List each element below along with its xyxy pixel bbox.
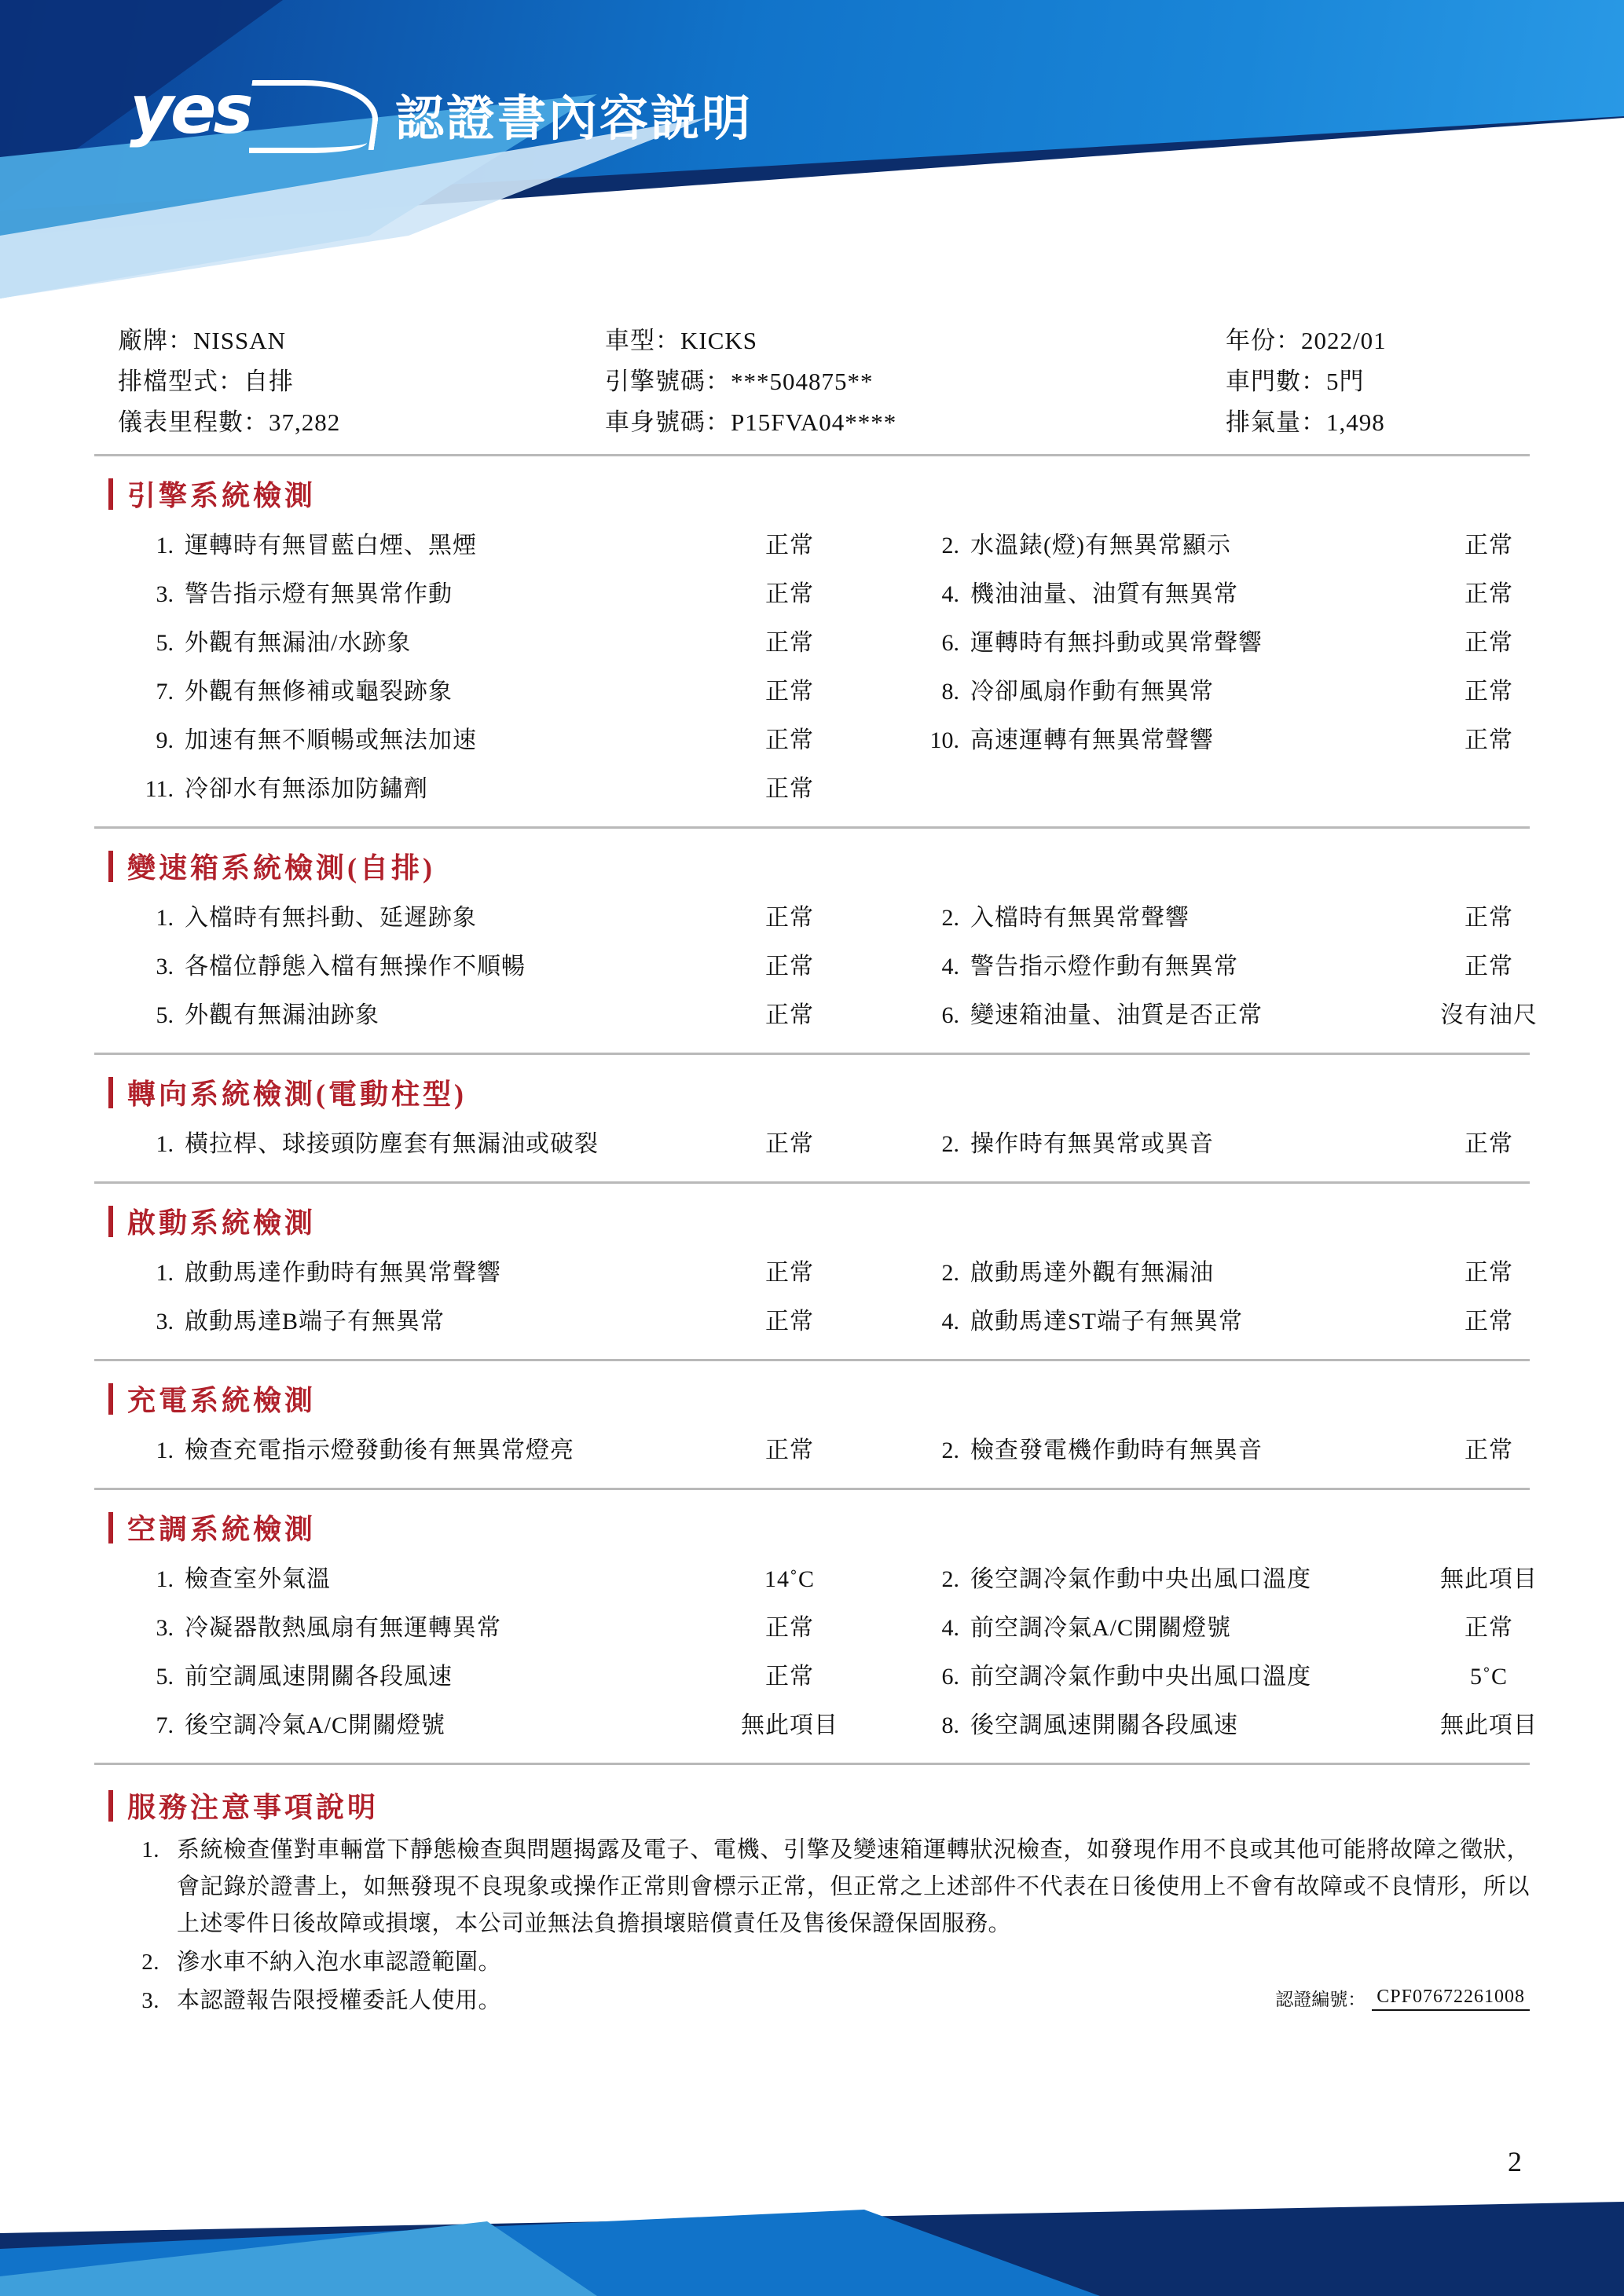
vehicle-info-transmission: 排檔型式：自排 — [118, 368, 294, 395]
item-value: 正常 — [765, 1615, 814, 1641]
item-value: 正常 — [765, 581, 814, 607]
page-footer — [0, 2202, 1624, 2296]
check-cell — [880, 1120, 1587, 1169]
section-title: 空調系統檢測 — [127, 1514, 317, 1545]
check-cell — [94, 1604, 880, 1653]
item-value: 正常 — [765, 1131, 814, 1157]
item-index: 7. — [156, 1712, 174, 1738]
yes-logo-mark — [130, 71, 357, 157]
check-row — [94, 1653, 1530, 1701]
note-list-item — [94, 1944, 1530, 1981]
item-index: 3. — [156, 1615, 174, 1641]
item-index: 5. — [156, 1002, 174, 1028]
item-label: 加速有無不順暢或無法加速 — [185, 727, 477, 753]
check-row — [94, 991, 1538, 1040]
item-value: 正常 — [1465, 630, 1513, 656]
item-index: 1. — [156, 1566, 174, 1592]
item-value: 正常 — [1465, 1437, 1513, 1463]
check-cell — [880, 991, 1587, 1040]
check-cell — [94, 570, 880, 619]
item-index: 5. — [156, 1664, 174, 1690]
check-cell — [94, 894, 880, 943]
note-number: 1. — [141, 1837, 159, 1862]
item-index: 6. — [941, 630, 959, 656]
item-index: 2. — [941, 1260, 959, 1286]
item-index: 4. — [941, 1309, 959, 1335]
check-cell — [94, 1249, 880, 1298]
item-value: 沒有油尺 — [1440, 1002, 1538, 1028]
section-items — [94, 1426, 1530, 1475]
item-label: 外觀有無漏油跡象 — [185, 1002, 379, 1028]
document-body — [0, 306, 1624, 2011]
vehicle-info-year: 年份：2022/01 — [1226, 327, 1387, 354]
section-engine — [94, 474, 1530, 829]
section-items — [94, 894, 1538, 1040]
item-index: 1. — [156, 1131, 174, 1157]
logo-text: yes — [130, 71, 251, 149]
item-label: 檢查室外氣溫 — [185, 1566, 331, 1592]
item-label: 後空調冷氣A/C開關燈號 — [185, 1712, 446, 1738]
check-cell — [880, 716, 1587, 765]
page-header — [0, 0, 1624, 306]
note-list-item — [94, 1832, 1530, 1943]
check-cell — [94, 668, 880, 716]
notes-header — [108, 1785, 1530, 1825]
item-label: 入檔時有無抖動、延遲跡象 — [185, 905, 477, 931]
item-index: 3. — [156, 954, 174, 980]
section-air-conditioning — [94, 1507, 1538, 1765]
brand-logo — [130, 71, 753, 157]
item-index: 3. — [156, 1309, 174, 1335]
item-label: 高速運轉有無異常聲響 — [970, 727, 1214, 753]
check-row — [94, 1426, 1530, 1475]
notes-title: 服務注意事項說明 — [127, 1792, 379, 1823]
check-cell — [94, 619, 880, 668]
check-cell — [880, 1604, 1587, 1653]
vehicle-info-model: 車型：KICKS — [605, 327, 758, 354]
check-cell — [94, 1701, 880, 1750]
section-header — [108, 474, 1530, 514]
section-header — [108, 1201, 1530, 1241]
item-value: 正常 — [765, 1309, 814, 1335]
vehicle-info-displacement: 排氣量：1,498 — [1226, 408, 1385, 436]
vehicle-info-brand: 廠牌：NISSAN — [118, 327, 286, 354]
item-index: 2. — [941, 905, 959, 931]
item-value: 正常 — [1465, 1131, 1513, 1157]
item-index: 1. — [156, 1260, 174, 1286]
note-number: 3. — [141, 1988, 159, 2013]
item-value: 無此項目 — [741, 1712, 838, 1738]
check-cell — [94, 991, 880, 1040]
check-cell — [880, 1249, 1587, 1298]
check-cell — [94, 1426, 880, 1475]
vehicle-info-engine-number: 引擎號碼：***504875** — [605, 368, 874, 395]
item-label: 後空調冷氣作動中央出風口溫度 — [970, 1566, 1311, 1592]
note-text: 系統檢查僅對車輛當下靜態檢查與問題揭露及電子、電機、引擎及變速箱運轉狀況檢查，如發現作用不良或其他可能將故障之徵狀，會記錄於證書上，如無發現不良現象或操作正常則會標示正常，但正常之上述部件不代表在日後使用上不會有故障或不良情形，所以上述零件日後故障或損壞，本公司並無法負擔損壞賠償責任及售後保證保固服務。 — [177, 1837, 1530, 1936]
item-label: 前空調冷氣作動中央出風口溫度 — [970, 1664, 1311, 1690]
item-value: 正常 — [1465, 954, 1513, 980]
section-header — [108, 846, 1530, 886]
note-text: 本認證報告限授權委託人使用。 — [177, 1988, 502, 2013]
item-value: 正常 — [1465, 1309, 1513, 1335]
item-index: 8. — [941, 1712, 959, 1738]
item-value: 正常 — [1465, 533, 1513, 558]
car-swoosh-underline-icon — [249, 132, 367, 153]
check-cell — [94, 716, 880, 765]
item-value: 正常 — [765, 776, 814, 802]
check-row — [94, 765, 1530, 814]
section-header — [108, 1379, 1530, 1419]
item-index: 11. — [145, 776, 174, 802]
item-label: 水溫錶(燈)有無異常顯示 — [970, 533, 1231, 558]
item-value: 正常 — [765, 1437, 814, 1463]
item-label: 操作時有無異常或異音 — [970, 1131, 1214, 1157]
item-value: 正常 — [1465, 727, 1513, 753]
section-accent-bar — [108, 1383, 113, 1415]
item-index: 7. — [156, 679, 174, 705]
item-index: 2. — [941, 1131, 959, 1157]
item-value: 5˚C — [1470, 1664, 1508, 1690]
item-label: 啟動馬達外觀有無漏油 — [970, 1260, 1214, 1286]
check-cell — [94, 1555, 880, 1604]
item-label: 啟動馬達B端子有無異常 — [185, 1309, 445, 1335]
certificate-number-label: 認證編號： — [1275, 1990, 1366, 2009]
item-value: 正常 — [765, 905, 814, 931]
check-row — [94, 1249, 1530, 1298]
note-number: 2. — [141, 1950, 159, 1975]
item-label: 檢查發電機作動時有無異音 — [970, 1437, 1263, 1463]
item-value: 無此項目 — [1440, 1566, 1538, 1592]
item-index: 6. — [941, 1664, 959, 1690]
section-steering — [94, 1072, 1530, 1184]
item-index: 10. — [929, 727, 959, 753]
item-value: 正常 — [1465, 905, 1513, 931]
section-items — [94, 522, 1530, 814]
check-row — [94, 1120, 1530, 1169]
note-text: 滲水車不納入泡水車認證範圍。 — [177, 1950, 502, 1975]
check-cell — [94, 1120, 880, 1169]
section-items — [94, 1555, 1538, 1750]
certificate-number — [94, 1985, 1530, 2011]
check-cell — [880, 619, 1587, 668]
certificate-number-value: CPF07672261008 — [1372, 1987, 1530, 2011]
item-label: 警告指示燈作動有無異常 — [970, 954, 1238, 980]
item-label: 入檔時有無異常聲響 — [970, 905, 1190, 931]
item-index: 3. — [156, 581, 174, 607]
section-title: 變速箱系統檢測(自排) — [127, 852, 435, 884]
check-cell — [94, 522, 880, 570]
section-accent-bar — [108, 1206, 113, 1237]
page-title: 認證書內容説明 — [395, 89, 753, 147]
vehicle-info-column-1 — [118, 320, 605, 443]
item-index: 9. — [156, 727, 174, 753]
check-cell — [880, 1701, 1587, 1750]
section-accent-bar — [108, 1077, 113, 1108]
check-cell — [880, 1298, 1587, 1346]
section-title: 充電系統檢測 — [127, 1385, 317, 1416]
item-index: 1. — [156, 533, 174, 558]
item-value: 正常 — [1465, 679, 1513, 705]
check-cell — [880, 894, 1587, 943]
vehicle-info-doors: 車門數：5門 — [1226, 368, 1365, 395]
item-index: 5. — [156, 630, 174, 656]
item-label: 各檔位靜態入檔有無操作不順暢 — [185, 954, 526, 980]
section-accent-bar — [108, 478, 113, 510]
section-transmission — [94, 846, 1538, 1055]
item-value: 正常 — [765, 630, 814, 656]
item-label: 警告指示燈有無異常作動 — [185, 581, 453, 607]
item-value: 正常 — [765, 1260, 814, 1286]
item-label: 冷卻水有無添加防鏽劑 — [185, 776, 428, 802]
vehicle-info-mileage: 儀表里程數：37,282 — [118, 408, 341, 436]
item-label: 外觀有無修補或龜裂跡象 — [185, 679, 453, 705]
item-index: 1. — [156, 1437, 174, 1463]
item-index: 2. — [941, 1437, 959, 1463]
item-label: 前空調風速開關各段風速 — [185, 1664, 453, 1690]
item-value: 正常 — [765, 679, 814, 705]
section-title: 引擎系統檢測 — [127, 480, 317, 511]
check-row — [94, 716, 1530, 765]
item-index: 6. — [941, 1002, 959, 1028]
item-label: 冷凝器散熱風扇有無運轉異常 — [185, 1615, 501, 1641]
section-accent-bar — [108, 1512, 113, 1543]
check-row — [94, 943, 1530, 991]
item-label: 檢查充電指示燈發動後有無異常燈亮 — [185, 1437, 574, 1463]
vehicle-info-block — [94, 306, 1530, 456]
check-row — [94, 570, 1530, 619]
item-value: 正常 — [1465, 1260, 1513, 1286]
item-label: 冷卻風扇作動有無異常 — [970, 679, 1214, 705]
item-label: 機油油量、油質有無異常 — [970, 581, 1238, 607]
item-index: 2. — [941, 533, 959, 558]
check-cell — [880, 1653, 1587, 1701]
page-number: 2 — [1508, 2146, 1522, 2177]
item-index: 1. — [156, 905, 174, 931]
vehicle-info-column-2 — [605, 320, 1226, 443]
item-value: 正常 — [765, 1664, 814, 1690]
item-label: 後空調風速開關各段風速 — [970, 1712, 1238, 1738]
check-row — [94, 522, 1530, 570]
item-label: 啟動馬達作動時有無異常聲響 — [185, 1260, 501, 1286]
check-cell — [880, 668, 1587, 716]
section-items — [94, 1120, 1530, 1169]
item-value: 正常 — [765, 533, 814, 558]
item-value: 正常 — [1465, 581, 1513, 607]
check-row — [94, 668, 1530, 716]
check-cell — [94, 1653, 880, 1701]
item-value: 正常 — [1465, 1615, 1513, 1641]
item-index: 2. — [941, 1566, 959, 1592]
item-value: 無此項目 — [1440, 1712, 1538, 1738]
section-starter — [94, 1201, 1530, 1361]
item-label: 前空調冷氣A/C開關燈號 — [970, 1615, 1232, 1641]
item-index: 8. — [941, 679, 959, 705]
check-cell — [94, 765, 880, 814]
item-index: 4. — [941, 1615, 959, 1641]
item-index: 4. — [941, 581, 959, 607]
vehicle-info-column-3 — [1226, 320, 1506, 443]
item-label: 外觀有無漏油/水跡象 — [185, 630, 412, 656]
check-row — [94, 619, 1530, 668]
section-accent-bar — [108, 1790, 113, 1822]
item-label: 啟動馬達ST端子有無異常 — [970, 1309, 1244, 1335]
section-header — [108, 1507, 1530, 1547]
item-label: 橫拉桿、球接頭防塵套有無漏油或破裂 — [185, 1131, 599, 1157]
item-value: 14˚C — [764, 1566, 815, 1592]
check-row — [94, 1555, 1538, 1604]
item-label: 運轉時有無冒藍白煙、黑煙 — [185, 533, 477, 558]
item-value: 正常 — [765, 954, 814, 980]
section-title: 啟動系統檢測 — [127, 1207, 317, 1239]
item-label: 運轉時有無抖動或異常聲響 — [970, 630, 1263, 656]
check-row — [94, 1604, 1530, 1653]
item-value: 正常 — [765, 727, 814, 753]
section-header — [108, 1072, 1530, 1112]
check-cell — [880, 1555, 1587, 1604]
item-value: 正常 — [765, 1002, 814, 1028]
check-cell — [94, 943, 880, 991]
check-cell — [880, 943, 1587, 991]
check-row — [94, 1298, 1530, 1346]
section-title: 轉向系統檢測(電動柱型) — [127, 1078, 467, 1110]
check-row — [94, 894, 1530, 943]
vehicle-info-vin: 車身號碼：P15FVA04**** — [605, 408, 897, 436]
section-items — [94, 1249, 1530, 1346]
check-row — [94, 1701, 1538, 1750]
section-accent-bar — [108, 851, 113, 882]
check-cell — [880, 522, 1587, 570]
item-index: 4. — [941, 954, 959, 980]
check-cell — [880, 570, 1587, 619]
check-cell — [880, 1426, 1587, 1475]
check-cell — [94, 1298, 880, 1346]
section-charging — [94, 1379, 1530, 1490]
item-label: 變速箱油量、油質是否正常 — [970, 1002, 1263, 1028]
